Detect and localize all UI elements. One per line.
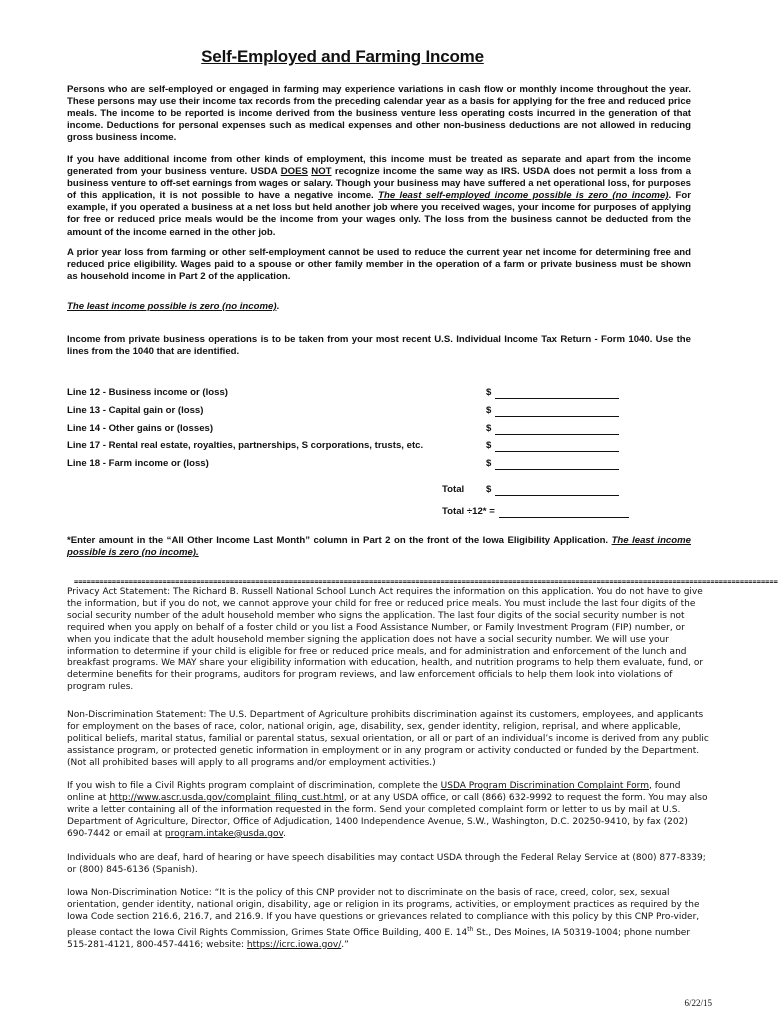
- not-emphasis: NOT: [311, 166, 332, 178]
- total-label: Total: [442, 484, 465, 495]
- dollar-sign: $: [486, 387, 492, 398]
- page-title: Self-Employed and Farming Income: [201, 47, 484, 66]
- line-18-label: Line 18 - Farm income or (loss): [67, 458, 209, 469]
- iowa-text-c: .”: [341, 939, 349, 950]
- additional-income-paragraph: [67, 154, 691, 239]
- line-13-field[interactable]: [486, 405, 619, 417]
- dollar-sign: $: [486, 405, 492, 416]
- privacy-act-statement: Privacy Act Statement: The Richard B. Russell National School Lunch Act requires the information on this application. You do not have to give the information, but if you do not, we cannot approve your child for free or reduced price meals. You must include the last four digits of the social security number of the adult household member who signs the application. The last four digits of the social security number is not required when you apply on behalf of a foster child or you list a Food Assistance Number, or Family Investment Program (FIP) number, or when you indicate that the adult household member signing the application does not have a social security number. We will use your information to determine if your child is eligible for free or reduced price meals, and for administration and enforcement of the lunch and breakfast programs. We MAY share your eligibility information with education, health, and nutrition programs to help them evaluate, fund, or determine benefits for their programs, auditors for program reviews, and law enforcement officials to help them look into violations of program rules.: [67, 587, 704, 693]
- p2-text-b: recognize income the same way as IRS. USDA does not permit a loss from a business venture to off-set earnings from wages or salary. Though your business may have suffered a net operational loss, for purposes of this application, it is not possible to have a negative income.: [67, 166, 691, 202]
- dollar-sign: $: [486, 484, 492, 495]
- line-14-field[interactable]: [486, 423, 619, 435]
- relay-service-paragraph: Individuals who are deaf, hard of hearing or have speech disabilities may contact USDA through the Federal Relay Service at (800) 877-8339; or (800) 845-6136 (Spanish).: [67, 853, 706, 875]
- civil-text-a: If you wish to file a Civil Rights program complaint of discrimination, complete the: [67, 781, 441, 791]
- line-12-label: Line 12 - Business income or (loss): [67, 387, 229, 398]
- iowa-text-b: St., Des Moines, IA 50319-1004; phone number 515-281-4121, 800-457-4416; website:: [67, 927, 691, 950]
- line-17-field[interactable]: [486, 440, 619, 452]
- form-1040-paragraph: Income from private business operations is to be taken from your most recent U.S. Individual Income Tax Return - Form 1040. Use the lines from the 1040 that are identified.: [67, 334, 691, 358]
- enter-amount-note: [67, 535, 691, 559]
- dollar-sign: $: [486, 423, 492, 434]
- p2-text-c: . For example, if you operated a business at a net loss but held another job where you received wages, your income for purposes of applying for free or reduced price meals would be the income from your wages only. The loss from the business cannot be deducted from the amount of the income earned in the other job.: [67, 190, 691, 238]
- zero-income-emphasis: The least income possible is zero (no income): [67, 301, 277, 312]
- p2-text-a: If you have additional income from other kinds of employment, this income must be treated as separate and apart from the income generated from your business venture. USDA: [67, 154, 691, 178]
- civil-text-d: .: [283, 828, 287, 839]
- total-div-12-blank[interactable]: [499, 507, 629, 518]
- line-18-blank[interactable]: [495, 459, 619, 470]
- total-div-12-field[interactable]: [442, 506, 629, 518]
- separator-line: =======================================================================================================================================================================: [74, 578, 778, 586]
- iowa-non-discrimination-notice: [67, 888, 709, 952]
- least-income-emphasis: The least self-employed income possible is zero (no income): [378, 190, 669, 202]
- note-emphasis: The least income possible is zero (no income).: [67, 535, 691, 559]
- line-17-blank[interactable]: [495, 441, 619, 452]
- does-emphasis: DOES: [280, 166, 308, 178]
- note-text: *Enter amount in the “All Other Income Last Month” column in Part 2 on the front of the Iowa Eligibility Application.: [67, 535, 612, 546]
- zero-income-note: The least income possible is zero (no income).: [67, 301, 280, 312]
- non-discrimination-statement: Non-Discrimination Statement: The U.S. Department of Agriculture prohibits discrimination against its customers, employees, and applicants for employment on the bases of race, color, national origin, age, disability, sex, gender identity, religion, reprisal, and where applicable, political beliefs, marital status, familial or parental status, sexual orientation, or all or part of an individual’s income is derived from any public assistance program, or protected genetic information in employment or in any program or activity conducted or funded by the Department. (Not all prohibited bases will apply to all programs and/or employment activities.): [67, 710, 709, 768]
- revision-date: 6/22/15: [684, 998, 712, 1008]
- icrc-website-link[interactable]: https://icrc.iowa.gov/: [246, 939, 342, 950]
- line-17-label: Line 17 - Rental real estate, royalties, partnerships, S corporations, trusts, etc.: [67, 440, 424, 451]
- email-link[interactable]: program.intake@usda.gov: [164, 828, 284, 839]
- total-blank[interactable]: [495, 485, 619, 496]
- dollar-sign: $: [486, 458, 492, 469]
- complaint-url-link[interactable]: http://www.ascr.usda.gov/complaint_filing_cust.html: [109, 792, 344, 803]
- line-14-label: Line 14 - Other gains or (losses): [67, 423, 214, 434]
- line-12-blank[interactable]: [495, 388, 619, 399]
- line-14-blank[interactable]: [495, 424, 619, 435]
- total-div-12-label: Total ÷12* =: [442, 506, 495, 517]
- civil-rights-complaint-paragraph: [67, 781, 709, 841]
- line-18-field[interactable]: [486, 458, 619, 470]
- iowa-text-a: Iowa Non-Discrimination Notice: “It is the policy of this CNP provider not to discriminate on the basis of race, creed, color, sex, sexual orientation, gender identity, national origin, disability, age or religion in its programs, activities, or employment practices as required by the Iowa Code section 216.6, 216.7, and 216.9. If you have questions or grievances related to compliance with this policy by this CNP Pro-vider, please contact the Iowa Civil Rights Commission, Grimes State Office Building, 400 E. 14: [67, 888, 700, 938]
- complaint-form-link[interactable]: USDA Program Discrimination Complaint Form: [440, 781, 649, 791]
- civil-text-b: , found online at: [67, 781, 681, 803]
- line-13-blank[interactable]: [495, 406, 619, 417]
- line-13-label: Line 13 - Capital gain or (loss): [67, 405, 204, 416]
- line-12-field[interactable]: [486, 387, 619, 399]
- civil-text-c: , or at any USDA office, or call (866) 632-9992 to request the form. You may also write a letter containing all of the information requested in the form. Send your completed complaint form or letter to us by mail at U.S. Department of Agriculture, Director, Office of Adjudication, 1400 Independence Avenue, S.W., Washington, D.C. 20250-9410, by fax (202) 690-7442 or email at: [67, 792, 708, 839]
- dollar-sign: $: [486, 440, 492, 451]
- ordinal-suffix: th: [467, 925, 474, 933]
- intro-paragraph: Persons who are self-employed or engaged in farming may experience variations in cash flow or monthly income throughout the year. These persons may use their income tax records from the preceding calendar year as a basis for applying for the free and reduced price meals. The income to be reported is income derived from the business venture less operating costs incurred in the generation of that income. Deductions for personal expenses such as medical expenses and other non-business deductions are not allowed in reducing gross business income.: [67, 84, 691, 144]
- total-field[interactable]: [486, 484, 619, 496]
- prior-year-loss-paragraph: A prior year loss from farming or other self-employment cannot be used to reduce the current year net income for determining free and reduced price eligibility. Wages paid to a spouse or other family member in the operation of a farm or private business must be shown as household income in Part 2 of the application.: [67, 247, 691, 283]
